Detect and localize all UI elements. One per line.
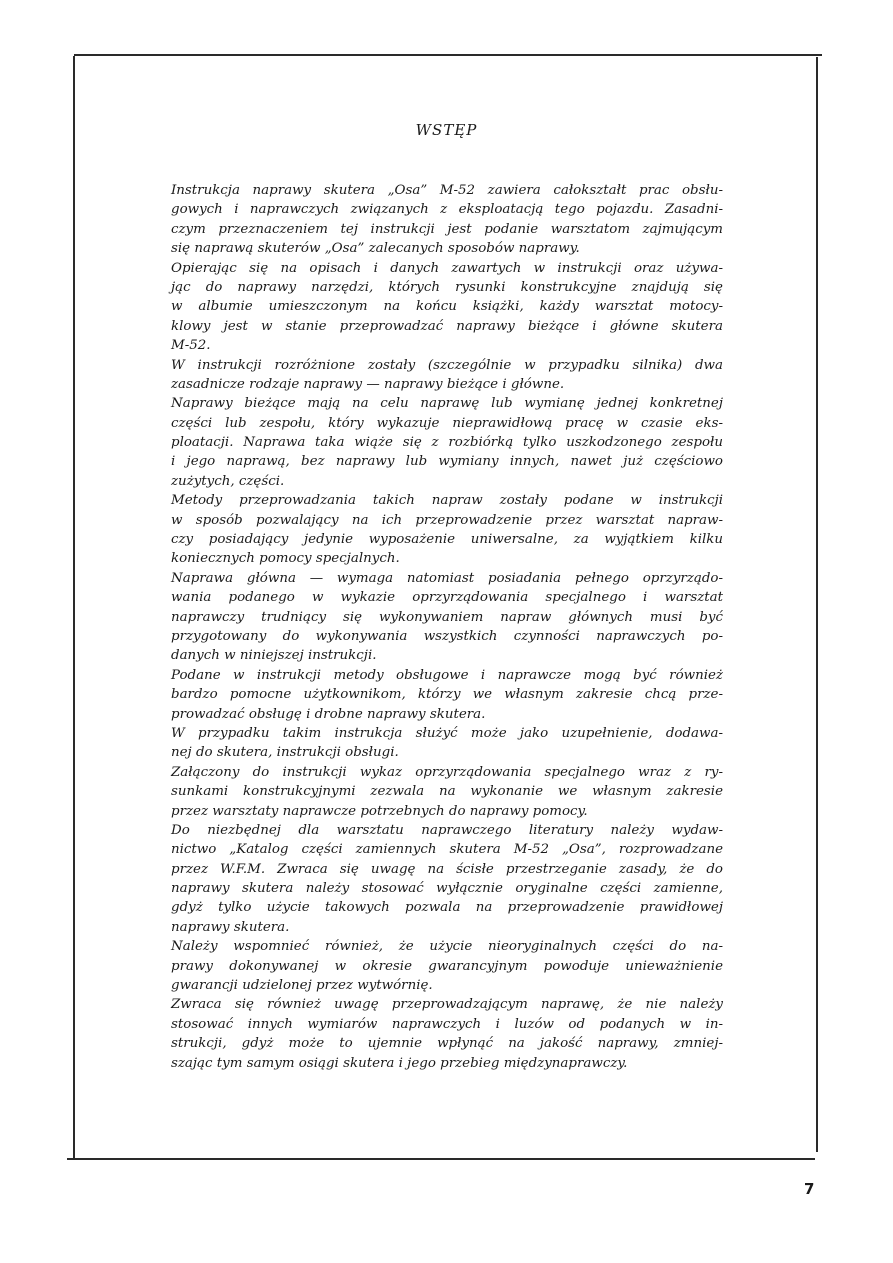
text-line: przez W.F.M. Zwraca się uwagę na ścisłe przestrzeganie zasady, że do xyxy=(171,861,723,877)
text-line: Załączony do instrukcji wykaz oprzyrządowania specjalnego wraz z ry- xyxy=(171,764,723,780)
frame-left-rule xyxy=(73,56,75,1160)
text-line: Należy wspomnieć również, że użycie nieoryginalnych części do na- xyxy=(171,939,723,955)
paragraph xyxy=(171,181,723,259)
frame-top-rule xyxy=(74,54,822,56)
text-line: przez warsztaty naprawcze potrzebnych do naprawy pomocy. xyxy=(171,803,588,819)
text-line: Podane w instrukcji metody obsługowe i naprawcze mogą być również xyxy=(171,667,723,683)
text-line: ploatacji. Naprawa taka wiąże się z rozbiórką tylko uszkodzonego zespołu xyxy=(171,435,723,451)
text-line: czy posiadający jedynie wyposażenie uniwersalne, za wyjątkiem kilku xyxy=(171,532,723,548)
text-line: gdyż tylko użycie takowych pozwala na przeprowadzenie prawidłowej xyxy=(171,900,723,916)
text-line: sunkami konstrukcyjnymi zezwala na wykonanie we własnym zakresie xyxy=(171,784,723,800)
text-line: klowy jest w stanie przeprowadzać naprawy bieżące i główne skutera xyxy=(171,318,723,334)
paragraph xyxy=(171,821,723,937)
text-line: Metody przeprowadzania takich napraw zostały podane w instrukcji xyxy=(171,493,723,509)
text-line: prawy dokonywanej w okresie gwarancyjnym powoduje unieważnienie xyxy=(171,958,723,974)
text-line: Instrukcja naprawy skutera „Osa” M-52 zawiera całokształt prac obsłu- xyxy=(171,183,723,198)
text-line: w sposób pozwalający na ich przeprowadzenie przez warsztat napraw- xyxy=(171,512,723,528)
text-line: zużytych, części. xyxy=(171,473,285,489)
paragraph xyxy=(171,394,723,491)
text-line: naprawy skutera. xyxy=(171,919,290,935)
text-line: M-52. xyxy=(171,338,211,354)
text-line: się naprawą skuterów „Osa” zalecanych sposobów naprawy. xyxy=(171,241,580,257)
text-line: czym przeznaczeniem tej instrukcji jest podanie warsztatom zajmującym xyxy=(171,221,723,237)
text-line: Naprawy bieżące mają na celu naprawę lub wymianę jednej konkretnej xyxy=(171,396,723,412)
text-line: danych w niniejszej instrukcji. xyxy=(171,648,377,664)
text-line: nej do skutera, instrukcji obsługi. xyxy=(171,745,399,761)
paragraph xyxy=(171,763,723,821)
text-line: strukcji, gdyż może to ujemnie wpłynąć na jakość naprawy, zmniej- xyxy=(171,1036,723,1052)
text-line: prowadzać obsługę i drobne naprawy skutera. xyxy=(171,706,486,722)
text-line: W instrukcji rozróżnione zostały (szczególnie w przypadku silnika) dwa xyxy=(171,357,723,373)
paragraph xyxy=(171,995,723,1073)
text-line: nictwo „Katalog części zamiennych skutera M-52 „Osa”, rozprowadzane xyxy=(171,842,723,858)
text-line: naprawczy trudniący się wykonywaniem napraw głównych musi być xyxy=(171,609,723,625)
paragraph xyxy=(171,356,723,395)
text-line: przygotowany do wykonywania wszystkich czynności naprawczych po- xyxy=(171,628,723,644)
frame-right-rule xyxy=(816,57,818,1152)
text-line: Zwraca się również uwagę przeprowadzającym naprawę, że nie należy xyxy=(171,997,723,1013)
page-title: WSTĘP xyxy=(415,121,478,139)
text-line: naprawy skutera należy stosować wyłącznie oryginalne części zamienne, xyxy=(171,881,723,897)
text-line: zasadnicze rodzaje naprawy — naprawy bieżące i główne. xyxy=(171,376,565,392)
body-text xyxy=(171,181,723,1073)
frame-bottom-rule xyxy=(67,1158,815,1160)
text-line: jąc do naprawy narzędzi, których rysunki konstrukcyjne znajdują się xyxy=(171,279,723,295)
paragraph xyxy=(171,666,723,724)
text-line: gwarancji udzielonej przez wytwórnię. xyxy=(171,978,433,994)
text-line: Opierając się na opisach i danych zawartych w instrukcji oraz używa- xyxy=(171,260,723,276)
text-line: W przypadku takim instrukcja służyć może jako uzupełnienie, dodawa- xyxy=(171,725,723,741)
paragraph xyxy=(171,491,723,569)
text-line: Do niezbędnej dla warsztatu naprawczego literatury należy wydaw- xyxy=(171,822,723,838)
text-line: części lub zespołu, który wykazuje nieprawidłową pracę w czasie eks- xyxy=(171,415,723,431)
page-number: 7 xyxy=(804,1180,815,1198)
text-line: szając tym samym osiągi skutera i jego przebieg międzynaprawczy. xyxy=(171,1055,628,1071)
paragraph xyxy=(171,569,723,666)
text-line: i jego naprawą, bez naprawy lub wymiany innych, nawet już częściowo xyxy=(171,454,723,470)
text-line: stosować innych wymiarów naprawczych i luzów od podanych w in- xyxy=(171,1016,723,1032)
text-line: wania podanego w wykazie oprzyrządowania specjalnego i warsztat xyxy=(171,590,723,606)
paragraph xyxy=(171,259,723,356)
text-line: Naprawa główna — wymaga natomiast posiadania pełnego oprzyrządo- xyxy=(171,570,723,586)
text-line: w albumie umieszczonym na końcu książki, każdy warsztat motocy- xyxy=(171,299,723,315)
paragraph xyxy=(171,724,723,763)
text-line: bardzo pomocne użytkownikom, którzy we własnym zakresie chcą prze- xyxy=(171,687,723,703)
text-line: gowych i naprawczych związanych z eksploatacją tego pojazdu. Zasadni- xyxy=(171,202,723,218)
paragraph xyxy=(171,937,723,995)
text-line: koniecznych pomocy specjalnych. xyxy=(171,551,400,567)
